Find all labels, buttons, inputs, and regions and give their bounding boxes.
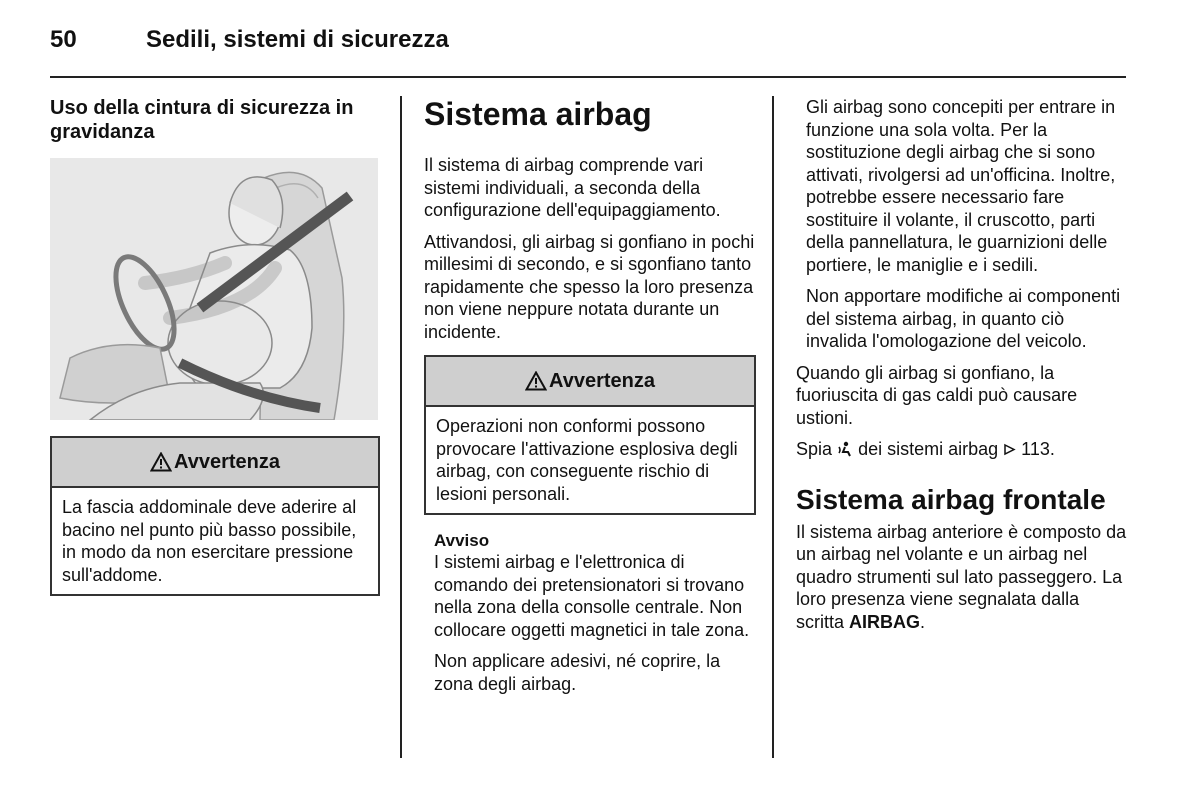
column-2 [424,96,756,704]
frontal-airbag-text: Il sistema airbag anteriore è composto da un airbag nel volante e un airbag nel quadro strumenti sul lato passeggero. La loro presenza viene segnalata dalla scritta [796,521,1127,632]
warning-triangle-icon [525,371,547,391]
airbag-intro-paragraph: Il sistema di airbag comprende vari sistemi individuali, a seconda della configurazione dell'equipaggiamento. [424,155,721,220]
column-1 [50,96,380,612]
warning-triangle-icon [150,452,172,472]
warning-box-airbag [424,355,756,515]
notice-block [424,531,756,695]
spia-label: Spia [796,439,833,459]
notice-title: Avviso [434,531,490,550]
page-header [50,26,449,54]
warning-header [52,438,378,488]
warning-header [426,357,754,407]
notice-paragraph-1: I sistemi airbag e l'elettronica di comando dei pretensionatori si trovano nella zona della consolle centrale. Non collocare oggetti magnetici in tale zona. [434,552,750,640]
pregnancy-belt-heading: Uso della cintura di sicurezza in gravidanza [50,97,354,143]
warning-text: La fascia addominale deve aderire al bacino nel punto più basso possibile, in modo da non esercitare pressione sull'addome. [62,497,357,585]
column-divider-2 [772,96,774,758]
warning-title: Avvertenza [549,369,655,392]
page-reference-arrow-icon [1003,443,1016,456]
notice-continuation [796,96,1128,353]
frontal-airbag-end: . [920,611,926,632]
seatbelt-illustration-svg [50,158,378,420]
column-divider-1 [400,96,402,758]
header-divider [50,76,1126,78]
page-number: 50 [50,26,77,53]
notice-paragraph-3: Gli airbag sono concepiti per entrare in funzione una sola volta. Per la sostituzione degli airbag che si sono attivati, rivolgersi ad un'officina. Inoltre, potrebbe essere necessario fare sostituire il volante, il cruscotto, parti della pannellatura, le guarnizioni delle portiere, le maniglie e i sedili. [806,97,1116,275]
warning-text: Operazioni non conformi possono provocare l'attivazione esplosiva degli airbag, con conseguente rischio di lesioni personali. [436,416,738,504]
airbag-system-title: Sistema airbag [424,96,652,132]
notice-paragraph-4: Non apportare modifiche ai componenti del sistema airbag, in quanto ciò invalida l'omologazione del veicolo. [806,286,1121,351]
warning-lamp-reference [796,438,1128,461]
airbag-warning-lamp-icon [837,441,853,457]
notice-paragraph-2: Non applicare adesivi, né coprire, la zona degli airbag. [434,651,721,694]
spia-text: dei sistemi airbag [858,439,999,459]
frontal-airbag-title: Sistema airbag frontale [796,483,1106,515]
airbag-label: AIRBAG [849,611,921,632]
pregnant-driver-illustration [50,158,378,420]
hot-gas-paragraph: Quando gli airbag si gonfiano, la fuoriuscita di gas caldi può causare ustioni. [796,362,1078,428]
column-3 [796,96,1128,642]
page-reference[interactable]: 113. [1021,439,1055,459]
airbag-activation-paragraph: Attivandosi, gli airbag si gonfiano in pochi millesimi di secondo, e si sgonfiano tanto rapidamente che spesso la loro presenza non viene neppure notata durante un incidente. [424,231,755,342]
section-title: Sedili, sistemi di sicurezza [146,26,449,53]
frontal-airbag-paragraph [796,521,1128,634]
warning-title: Avvertenza [174,450,280,473]
warning-box-belt [50,436,380,596]
